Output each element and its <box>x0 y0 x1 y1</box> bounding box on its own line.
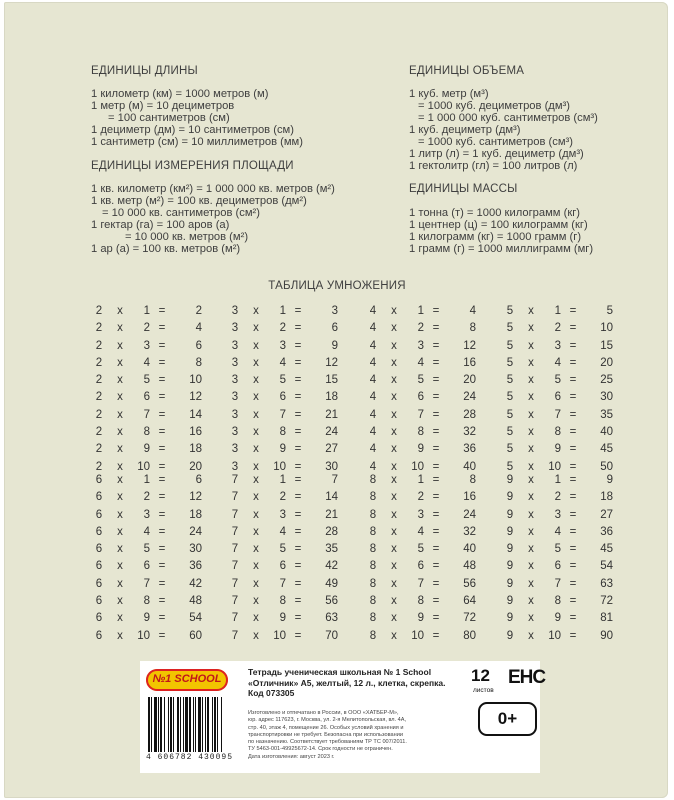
equation-row: 4 x 4 = 16 <box>369 356 476 369</box>
sheet-count-label: листов <box>473 687 494 694</box>
barcode-bar <box>189 697 191 752</box>
barcode-bar <box>217 697 218 752</box>
length-line-5: 1 сантиметр (см) = 10 миллиметров (мм) <box>91 136 303 148</box>
barcode-bar <box>168 697 169 752</box>
equation-row: 4 x 8 = 32 <box>369 426 476 439</box>
equation-row: 9 x 3 = 27 <box>506 508 613 521</box>
equation-row: 3 x 1 = 3 <box>231 305 338 317</box>
equation-row: 6 x 4 = 24 <box>95 525 202 538</box>
barcode-bar <box>151 697 152 752</box>
equation-row: 9 x 2 = 18 <box>506 491 613 504</box>
equation-row: 3 x 8 = 24 <box>231 426 338 439</box>
equation-row: 2 x 4 = 8 <box>95 356 202 369</box>
equation-row: 3 x 5 = 15 <box>231 374 338 387</box>
equation-row: 6 x 10 = 60 <box>95 629 202 642</box>
brand-logo <box>146 669 228 691</box>
equation-row: 6 x 3 = 18 <box>95 508 202 521</box>
times-table-8 <box>368 474 488 647</box>
barcode-bar <box>221 697 222 752</box>
equation-row: 7 x 10 = 70 <box>231 629 338 642</box>
equation-row: 4 x 7 = 28 <box>369 408 476 421</box>
product-line-2: «Отличник» А5, желтый, 12 л., клетка, скрепка. <box>248 677 446 688</box>
product-label <box>140 661 546 773</box>
equation-row: 3 x 4 = 12 <box>231 356 338 369</box>
equation-row: 2 x 3 = 6 <box>95 339 202 352</box>
mass-line-4: 1 грамм (г) = 1000 миллиграмм (мг) <box>409 243 594 255</box>
equation-row: 6 x 6 = 36 <box>95 560 202 573</box>
volume-line-1: 1 куб. метр (м³) <box>409 88 489 100</box>
eac-mark-icon: EHC <box>508 667 546 688</box>
mass-line-1: 1 тонна (т) = 1000 килограмм (кг) <box>409 207 581 219</box>
fine-print-line-7: Дата изготовления: август 2023 г. <box>248 753 335 760</box>
barcode-bar <box>177 697 179 752</box>
barcode-bar <box>158 697 159 752</box>
barcode-bar <box>180 697 181 752</box>
length-line-2: 1 метр (м) = 10 дециметров <box>91 100 235 112</box>
equation-row: 4 x 5 = 20 <box>369 374 476 387</box>
equation-row: 2 x 8 = 16 <box>95 426 202 439</box>
length-line-4: 1 дециметр (дм) = 10 сантиметров (см) <box>91 124 294 136</box>
equation-row: 9 x 9 = 81 <box>506 612 613 625</box>
equation-row: 7 x 3 = 21 <box>231 508 338 521</box>
equation-row: 2 x 9 = 18 <box>95 443 202 456</box>
equation-row: 8 x 9 = 72 <box>369 612 476 625</box>
product-line-1: Тетрадь ученическая школьная № 1 School <box>248 667 432 677</box>
equation-row: 4 x 9 = 36 <box>369 443 476 456</box>
barcode-bar <box>154 697 157 752</box>
equation-row: 5 x 8 = 40 <box>506 426 613 439</box>
equation-row: 9 x 5 = 45 <box>506 543 613 556</box>
barcode-bar <box>193 697 194 752</box>
equation-row: 4 x 1 = 4 <box>369 305 476 317</box>
equation-row: 8 x 3 = 24 <box>369 508 476 521</box>
barcode-bar <box>160 697 162 752</box>
times-table-7 <box>230 474 350 647</box>
equation-row: 9 x 7 = 63 <box>506 577 613 590</box>
multiplication-table-title: ТАБЛИЦА УМНОЖЕНИЯ <box>268 280 406 292</box>
equation-row: 5 x 1 = 5 <box>506 305 613 317</box>
barcode-bar <box>207 697 209 752</box>
barcode-bar <box>173 697 174 752</box>
volume-units-title: ЕДИНИЦЫ ОБЪЕМА <box>409 65 525 77</box>
equation-row: 8 x 6 = 48 <box>369 560 476 573</box>
barcode-bar <box>164 697 165 752</box>
length-units-title: ЕДИНИЦЫ ДЛИНЫ <box>91 65 198 77</box>
equation-row: 4 x 3 = 12 <box>369 339 476 352</box>
equation-row: 7 x 5 = 35 <box>231 543 338 556</box>
equation-row: 9 x 6 = 54 <box>506 560 613 573</box>
barcode-bar <box>202 697 203 752</box>
fine-print-line-5: по назначению. Соответствует требованиям ТР ТС 007/2011. <box>248 739 407 746</box>
product-line-3: Код 073305 <box>248 688 295 698</box>
equation-row: 6 x 5 = 30 <box>95 543 202 556</box>
equation-row: 3 x 7 = 21 <box>231 408 338 421</box>
equation-row: 9 x 1 = 9 <box>506 474 613 486</box>
equation-row: 4 x 2 = 8 <box>369 322 476 335</box>
equation-row: 7 x 9 = 63 <box>231 612 338 625</box>
area-units-title: ЕДИНИЦЫ ИЗМЕРЕНИЯ ПЛОЩАДИ <box>91 160 294 172</box>
times-table-2 <box>94 305 214 478</box>
volume-line-4: 1 куб. дециметр (дм³) <box>409 124 521 136</box>
equation-row: 4 x 10 = 40 <box>369 460 476 473</box>
fine-print-line-6: ТУ 5463-001-49925672-14. Срок годности не ограничен. <box>248 746 393 753</box>
equation-row: 7 x 8 = 56 <box>231 595 338 608</box>
equation-row: 5 x 2 = 10 <box>506 322 613 335</box>
barcode-number: 4 606782 430095 <box>146 753 234 762</box>
fine-print-line-3: стр. 40, этаж 4, помещение 26. Особых условий хранения и <box>248 724 404 731</box>
equation-row: 2 x 2 = 4 <box>95 322 202 335</box>
equation-row: 7 x 1 = 7 <box>231 474 338 486</box>
equation-row: 5 x 4 = 20 <box>506 356 613 369</box>
equation-row: 2 x 1 = 2 <box>95 305 202 317</box>
equation-row: 6 x 7 = 42 <box>95 577 202 590</box>
area-line-5: = 10 000 кв. метров (м²) <box>125 231 249 243</box>
barcode-bar <box>183 697 184 752</box>
equation-row: 9 x 4 = 36 <box>506 525 613 538</box>
times-table-4 <box>368 305 488 478</box>
area-line-4: 1 гектар (га) = 100 аров (а) <box>91 219 230 231</box>
barcode-bar <box>148 697 150 752</box>
mass-units-title: ЕДИНИЦЫ МАССЫ <box>409 183 518 195</box>
mass-line-2: 1 центнер (ц) = 100 килограмм (кг) <box>409 219 588 231</box>
length-line-3: = 100 сантиметров (см) <box>108 112 230 124</box>
equation-row: 9 x 10 = 90 <box>506 629 613 642</box>
equation-row: 9 x 8 = 72 <box>506 595 613 608</box>
logo-text: №1 SCHOOL <box>152 673 222 685</box>
volume-line-5: = 1000 куб. сантиметров (см³) <box>418 136 573 148</box>
volume-line-7: 1 гектолитр (гл) = 100 литров (л) <box>409 160 578 172</box>
fine-print-line-4: транспортировки не требует. Безопасна при использовании <box>248 731 403 738</box>
times-table-6 <box>94 474 214 647</box>
barcode-bar <box>212 697 213 752</box>
area-line-1: 1 кв. километр (км²) = 1 000 000 кв. метров (м²) <box>91 183 335 195</box>
equation-row: 7 x 4 = 28 <box>231 525 338 538</box>
equation-row: 5 x 7 = 35 <box>506 408 613 421</box>
equation-row: 2 x 6 = 12 <box>95 391 202 404</box>
barcode-bar <box>195 697 196 752</box>
equation-row: 3 x 6 = 18 <box>231 391 338 404</box>
equation-row: 8 x 5 = 40 <box>369 543 476 556</box>
volume-line-6: 1 литр (л) = 1 куб. дециметр (дм³) <box>409 148 584 160</box>
equation-row: 3 x 2 = 6 <box>231 322 338 335</box>
equation-row: 7 x 6 = 42 <box>231 560 338 573</box>
equation-row: 5 x 5 = 25 <box>506 374 613 387</box>
equation-row: 2 x 10 = 20 <box>95 460 202 473</box>
equation-row: 5 x 9 = 45 <box>506 443 613 456</box>
equation-row: 5 x 3 = 15 <box>506 339 613 352</box>
equation-row: 8 x 2 = 16 <box>369 491 476 504</box>
equation-row: 8 x 7 = 56 <box>369 577 476 590</box>
equation-row: 3 x 3 = 9 <box>231 339 338 352</box>
equation-row: 7 x 7 = 49 <box>231 577 338 590</box>
volume-line-2: = 1000 куб. дециметров (дм³) <box>418 100 570 112</box>
equation-row: 3 x 9 = 27 <box>231 443 338 456</box>
equation-row: 6 x 1 = 6 <box>95 474 202 486</box>
fine-print-line-2: юр. адрес 117623, г. Москва, ул. 2-я Мелитопольская, вл. 4А, <box>248 717 407 724</box>
equation-row: 6 x 9 = 54 <box>95 612 202 625</box>
volume-line-3: = 1 000 000 куб. сантиметров (см³) <box>418 112 598 124</box>
times-table-3 <box>230 305 350 478</box>
age-rating-badge: 0+ <box>478 702 537 736</box>
fine-print-line-1: Изготовлено и отпечатано в России, в ООО «ХАТБЕР-М», <box>248 710 399 716</box>
equation-row: 8 x 8 = 64 <box>369 595 476 608</box>
area-line-2: 1 кв. метр (м²) = 100 кв. дециметров (дм²) <box>91 195 307 207</box>
equation-row: 5 x 6 = 30 <box>506 391 613 404</box>
sheet-count: 12 <box>471 666 490 685</box>
equation-row: 8 x 4 = 32 <box>369 525 476 538</box>
barcode-bar <box>205 697 206 752</box>
equation-row: 6 x 8 = 48 <box>95 595 202 608</box>
length-line-1: 1 километр (км) = 1000 метров (м) <box>91 88 269 100</box>
times-table-5 <box>505 305 625 478</box>
barcode <box>146 697 238 752</box>
equation-row: 2 x 5 = 10 <box>95 374 202 387</box>
area-line-3: = 10 000 кв. сантиметров (см²) <box>102 207 261 219</box>
product-description <box>248 667 458 699</box>
barcode-bar <box>170 697 172 752</box>
equation-row: 8 x 10 = 80 <box>369 629 476 642</box>
equation-row: 6 x 2 = 12 <box>95 491 202 504</box>
equation-row: 5 x 10 = 50 <box>506 460 613 473</box>
equation-row: 3 x 10 = 30 <box>231 460 338 473</box>
equation-row: 7 x 2 = 14 <box>231 491 338 504</box>
area-line-6: 1 ар (а) = 100 кв. метров (м²) <box>91 243 241 255</box>
barcode-bar <box>185 697 188 752</box>
barcode-bar <box>214 697 216 752</box>
equation-row: 4 x 6 = 24 <box>369 391 476 404</box>
equation-row: 8 x 1 = 8 <box>369 474 476 486</box>
times-table-9 <box>505 474 625 647</box>
barcode-bar <box>198 697 201 752</box>
equation-row: 2 x 7 = 14 <box>95 408 202 421</box>
mass-line-3: 1 килограмм (кг) = 1000 грамм (г) <box>409 231 582 243</box>
